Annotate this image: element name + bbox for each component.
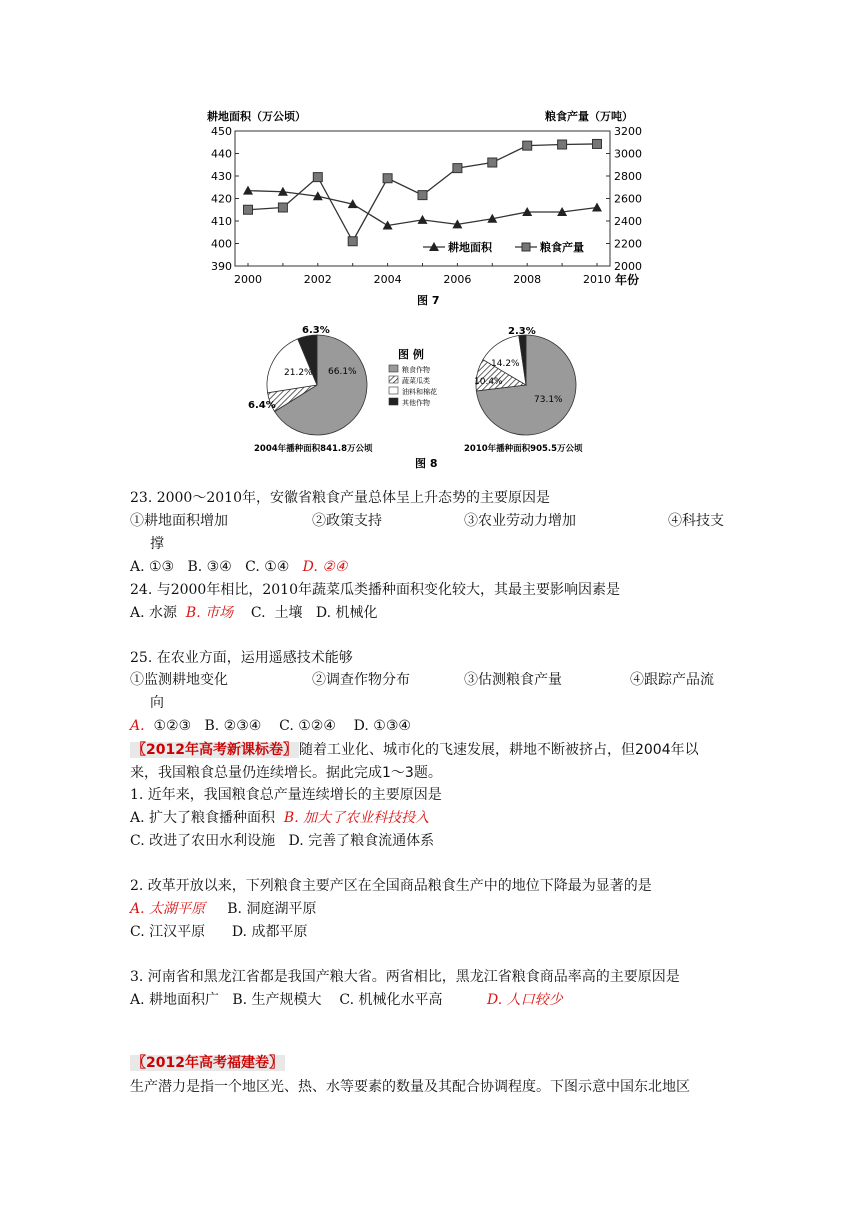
q23-option-1: ①耕地面积增加 bbox=[130, 513, 228, 529]
section-tag-2012-fujian-line bbox=[130, 1053, 285, 1073]
legend-label-grain-output: 粮食产量 bbox=[540, 241, 584, 254]
pie-label-2010-grain: 73.1% bbox=[534, 395, 563, 405]
pie-label-2010-other: 2.3% bbox=[508, 326, 536, 337]
left-axis-tick-label: 400 bbox=[211, 237, 232, 251]
x-axis-tick-label: 2006 bbox=[443, 273, 472, 286]
x-axis-tick-label: 2004 bbox=[373, 273, 402, 286]
pie-label-2004-other: 6.3% bbox=[302, 325, 330, 336]
section-tag-2012-fujian: 〖2012年高考福建卷〗 bbox=[132, 1055, 283, 1071]
figure-7-line-chart bbox=[205, 106, 675, 321]
left-axis-tick-label: 390 bbox=[211, 260, 232, 273]
q3-choices bbox=[130, 990, 563, 1010]
q2-choice-b: B. 洞庭湖平原 bbox=[205, 901, 317, 917]
data-point-cultivated-area bbox=[418, 215, 428, 224]
q3-answer: D. 人口较少 bbox=[486, 992, 563, 1008]
q2-stem: 2. 改革开放以来，下列粮食主要产区在全国商品粮食生产中的地位下降最为显著的是 bbox=[130, 878, 652, 894]
q24-stem: 24. 与2000年相比，2010年蔬菜瓜类播种面积变化较大，其最主要影响因素是 bbox=[130, 582, 620, 598]
right-axis-tick-label: 2000 bbox=[614, 260, 642, 273]
q25-option-4: ④跟踪产品流 bbox=[630, 672, 714, 688]
q25-answer: A. bbox=[130, 718, 145, 734]
q2-choices-cd: C. 江汉平原 D. 成都平原 bbox=[130, 924, 308, 940]
figure-8-pie-charts bbox=[248, 320, 622, 472]
data-point-grain-output bbox=[453, 164, 462, 173]
right-axis-tick-label: 3200 bbox=[614, 125, 642, 138]
pie-label-2004-veg: 6.4% bbox=[248, 400, 276, 411]
legend-oil: 油料和棉花 bbox=[402, 388, 437, 396]
q2-choices-ab bbox=[130, 899, 316, 919]
q25-choices bbox=[130, 716, 411, 736]
data-point-grain-output bbox=[593, 139, 602, 148]
q23-option-4-cont: 撑 bbox=[150, 536, 164, 552]
section-fujian-intro: 生产潜力是指一个地区光、热、水等要素的数量及其配合协调程度。下图示意中国东北地区 bbox=[130, 1079, 690, 1095]
right-axis-label: 粮食产量（万吨） bbox=[545, 110, 633, 123]
data-point-grain-output bbox=[523, 141, 532, 150]
x-axis-tick-label: 2008 bbox=[513, 273, 542, 286]
pie-title-2004: 2004年播种面积841.8万公顷 bbox=[254, 444, 373, 454]
q25-stem: 25. 在农业方面，运用遥感技术能够 bbox=[130, 650, 353, 666]
q24-choice-a: A. 水源 bbox=[130, 605, 186, 621]
data-point-grain-output bbox=[418, 191, 427, 200]
pie-label-2010-veg: 10.4% bbox=[474, 377, 503, 387]
data-point-grain-output bbox=[558, 140, 567, 149]
data-point-grain-output bbox=[488, 158, 497, 167]
x-axis-tick-label: 2000 bbox=[234, 273, 262, 286]
pie-label-2004-oil: 21.2% bbox=[284, 368, 313, 378]
q24-answer: B. 市场 bbox=[185, 605, 234, 621]
q1-stem: 1. 近年来，我国粮食总产量连续增长的主要原因是 bbox=[130, 787, 442, 803]
q25-option-2: ②调查作物分布 bbox=[312, 672, 410, 688]
right-axis-tick-label: 2200 bbox=[614, 237, 642, 251]
x-axis-tick-label: 2010 bbox=[583, 273, 611, 286]
figure-7-caption: 图 7 bbox=[417, 294, 440, 307]
pie-title-2010: 2010年播种面积905.5万公顷 bbox=[464, 444, 583, 454]
pie-label-2010-oil: 14.2% bbox=[491, 359, 520, 369]
legend-grain: 粮食作物 bbox=[402, 366, 430, 374]
section-intro-line-1: 随着工业化、城市化的飞速发展，耕地不断被挤占，但2004年以 bbox=[298, 742, 699, 758]
figure-8-caption: 图 8 bbox=[415, 457, 438, 470]
legend-other: 其他作物 bbox=[402, 399, 430, 407]
right-axis-tick-label: 2800 bbox=[614, 170, 642, 183]
legend-title: 图 例 bbox=[398, 348, 424, 361]
data-point-grain-output bbox=[383, 174, 392, 183]
q1-choices-cd: C. 改进了农田水利设施 D. 完善了粮食流通体系 bbox=[130, 833, 435, 849]
legend bbox=[389, 347, 437, 407]
q3-stem: 3. 河南省和黑龙江省都是我国产粮大省。两省相比，黑龙江省粮食商品率高的主要原因是 bbox=[130, 969, 680, 985]
data-point-grain-output bbox=[313, 173, 322, 182]
q1-choices-ab bbox=[130, 808, 429, 828]
right-axis-tick-label: 2400 bbox=[614, 215, 642, 228]
q1-choice-a: A. 扩大了粮食播种面积 bbox=[130, 810, 284, 826]
q23-option-4: ④科技支 bbox=[668, 513, 724, 529]
q23-choices bbox=[130, 557, 347, 577]
q2-answer: A. 太湖平原 bbox=[130, 901, 206, 917]
x-axis-tick-label: 2002 bbox=[303, 273, 332, 286]
data-point-grain-output bbox=[244, 205, 253, 214]
pie-2004 bbox=[267, 335, 367, 435]
legend-veg: 蔬菜瓜类 bbox=[402, 377, 430, 385]
section-intro-line-2: 来，我国粮食总量仍连续增长。据此完成1～3题。 bbox=[130, 765, 442, 781]
data-point-grain-output bbox=[348, 237, 357, 246]
data-point-grain-output bbox=[278, 203, 287, 212]
left-axis-tick-label: 410 bbox=[211, 215, 232, 228]
q1-answer: B. 加大了农业科技投入 bbox=[283, 810, 430, 826]
legend bbox=[423, 240, 584, 254]
q25-option-3: ③估测粮食产量 bbox=[464, 672, 562, 688]
section-tag-2012-national: 〖2012年高考新课标卷〗 bbox=[132, 742, 297, 758]
left-axis-tick-label: 430 bbox=[211, 170, 232, 183]
legend-label-cultivated-area: 耕地面积 bbox=[448, 241, 492, 254]
q23-answer: D. ②④ bbox=[302, 559, 348, 575]
q25-choices-rest: ①②③ B. ②③④ C. ①②④ D. ①③④ bbox=[144, 718, 411, 734]
q23-option-3: ③农业劳动力增加 bbox=[464, 513, 576, 529]
x-axis-label: 年份 bbox=[615, 273, 640, 287]
right-axis-tick-label: 3000 bbox=[614, 147, 642, 161]
left-axis-label: 耕地面积（万公顷） bbox=[207, 110, 306, 123]
q3-choices-abc: A. 耕地面积广 B. 生产规模大 C. 机械化水平高 bbox=[130, 992, 487, 1008]
q24-choices-cd: C. 土壤 D. 机械化 bbox=[233, 605, 378, 621]
left-axis-tick-label: 420 bbox=[211, 192, 232, 206]
q23-stem: 23. 2000～2010年，安徽省粮食产量总体呈上升态势的主要原因是 bbox=[130, 490, 550, 506]
q23-option-2: ②政策支持 bbox=[312, 513, 382, 529]
pie-label-2004-grain: 66.1% bbox=[328, 367, 357, 377]
q24-choices bbox=[130, 603, 377, 623]
data-point-cultivated-area bbox=[592, 203, 602, 212]
left-axis-tick-label: 450 bbox=[211, 125, 232, 138]
right-axis-tick-label: 2600 bbox=[614, 192, 642, 206]
q25-option-1: ①监测耕地变化 bbox=[130, 672, 228, 688]
q25-option-4-cont: 向 bbox=[150, 695, 164, 711]
q23-choices-abc: A. ①③ B. ③④ C. ①④ bbox=[130, 559, 303, 575]
section-2012-national-intro bbox=[130, 740, 699, 760]
left-axis-tick-label: 440 bbox=[211, 147, 232, 161]
